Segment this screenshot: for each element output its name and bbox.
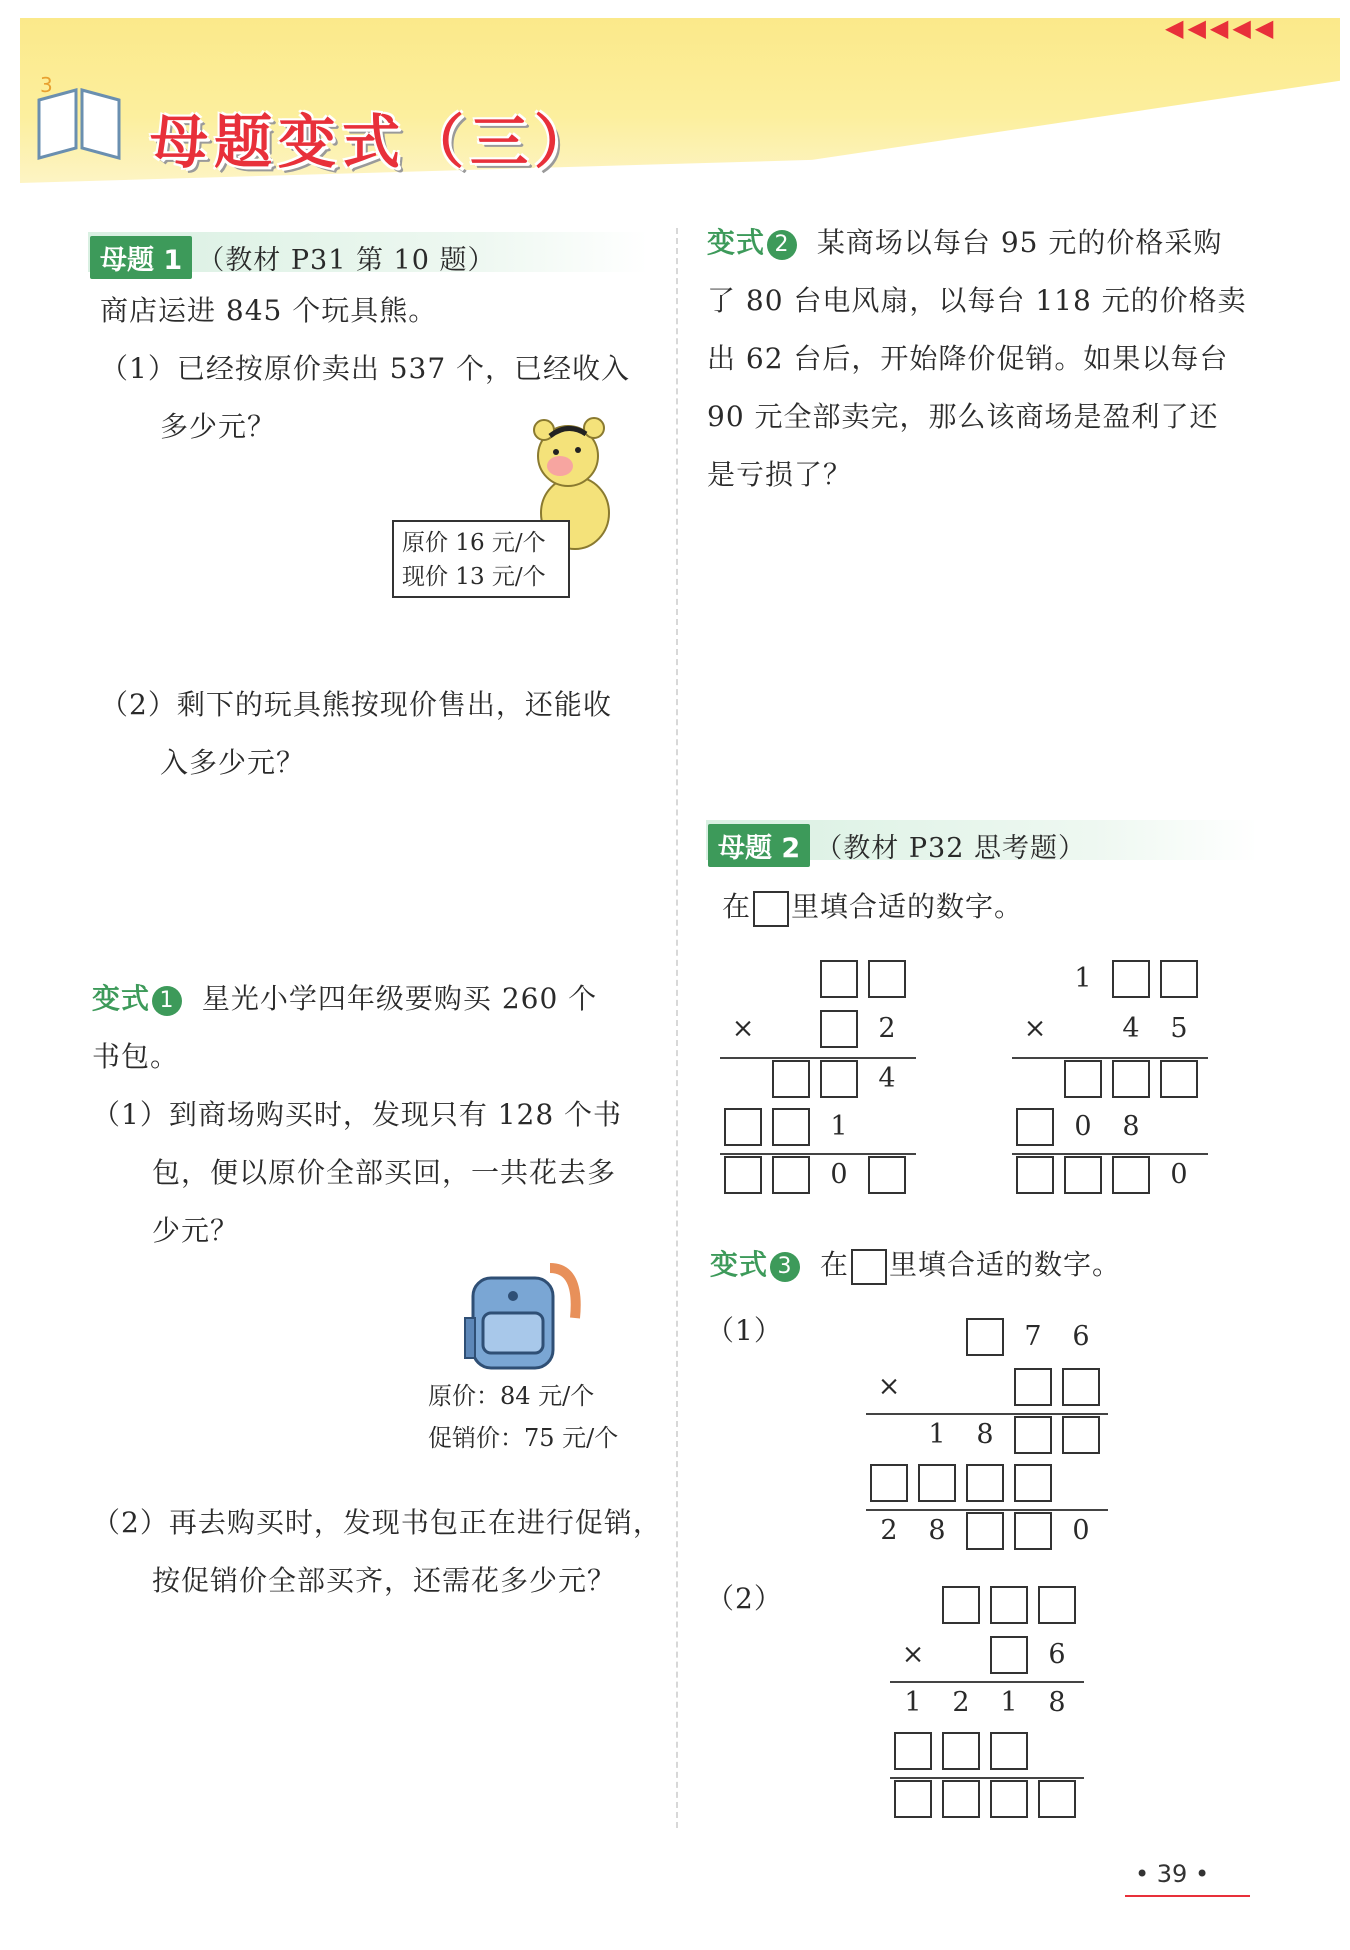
blank-box[interactable] <box>1112 1156 1150 1194</box>
rule-line <box>890 1777 1084 1779</box>
v3-inst-post: 里填合适的数字。 <box>888 1248 1121 1281</box>
blank-box[interactable] <box>820 1060 858 1098</box>
v3-part1-label: （1） <box>706 1314 783 1347</box>
v1-stem-line1: 星光小学四年级要购买 260 个 <box>201 982 598 1015</box>
q1-part1-line1: （1）已经按原价卖出 537 个，已经收入 <box>100 352 631 385</box>
v1-part1-line2: 包，便以原价全部买回，一共花去多 <box>152 1156 617 1189</box>
page-title: 母题变式（三） <box>150 108 599 176</box>
v3-part2-label: （2） <box>706 1582 783 1615</box>
digit: 2 <box>880 1515 898 1546</box>
digit: 5 <box>1170 1013 1188 1044</box>
blank-box[interactable] <box>724 1108 762 1146</box>
svg-text:3: 3 <box>40 73 53 97</box>
q2-source: （教材 P32 思考题） <box>815 833 1086 864</box>
blank-box-sample <box>753 891 789 927</box>
v3-inst-pre: 在 <box>819 1248 849 1281</box>
q2-inst-post: 里填合适的数字。 <box>791 890 1024 923</box>
digit: 6 <box>1048 1639 1066 1670</box>
digit: 4 <box>878 1063 896 1094</box>
backpack-icon <box>455 1258 585 1373</box>
original-price: 原价：84 元/个 <box>428 1382 595 1410</box>
digit: 0 <box>1072 1515 1090 1546</box>
blank-box[interactable] <box>724 1156 762 1194</box>
v2-header <box>707 214 1222 272</box>
column-divider <box>676 228 678 1828</box>
blank-box[interactable] <box>772 1156 810 1194</box>
v1-part2-line2: 按促销价全部买齐，还需花多少元？ <box>152 1564 617 1597</box>
price-sign <box>392 520 570 598</box>
q2-inst-pre: 在 <box>722 890 752 923</box>
blank-box[interactable] <box>966 1464 1004 1502</box>
digit: 6 <box>1072 1321 1090 1352</box>
v2-line1: 某商场以每台 95 元的价格采购 <box>816 226 1223 259</box>
v1-stem-line2: 书包。 <box>92 1040 180 1073</box>
blank-box[interactable] <box>966 1318 1004 1356</box>
digit: 0 <box>830 1159 848 1190</box>
blank-box[interactable] <box>1016 1156 1054 1194</box>
blank-box[interactable] <box>1062 1416 1100 1454</box>
blank-box[interactable] <box>1014 1464 1052 1502</box>
q1-stem: 商店运进 845 个玩具熊。 <box>100 294 438 327</box>
q1-part1-line2: 多少元？ <box>160 410 277 443</box>
v1-number-badge: 1 <box>152 986 182 1016</box>
blank-box[interactable] <box>772 1060 810 1098</box>
blank-box-sample <box>851 1249 887 1285</box>
blank-box[interactable] <box>918 1464 956 1502</box>
v2-line4: 90 元全部卖完，那么该商场是盈利了还 <box>707 400 1219 433</box>
header-arrows-icon: ◀◀◀◀◀ <box>1165 14 1278 42</box>
digit: 2 <box>952 1687 970 1718</box>
blank-box[interactable] <box>820 960 858 998</box>
times-sign: × <box>901 1639 925 1670</box>
blank-box[interactable] <box>894 1732 932 1770</box>
times-sign: × <box>1023 1013 1047 1044</box>
v1-header <box>92 970 597 1028</box>
blank-box[interactable] <box>1064 1060 1102 1098</box>
price-labels <box>428 1375 618 1459</box>
blank-box[interactable] <box>772 1108 810 1146</box>
v3-label: 变式 <box>710 1248 769 1281</box>
v3-header <box>710 1236 1121 1294</box>
blank-box[interactable] <box>870 1464 908 1502</box>
blank-box[interactable] <box>942 1732 980 1770</box>
page-number-underline <box>1125 1895 1250 1897</box>
blank-box[interactable] <box>1014 1416 1052 1454</box>
open-book-icon <box>34 70 124 160</box>
digit: 0 <box>1074 1111 1092 1142</box>
rule-line <box>720 1057 916 1059</box>
rule-line <box>1012 1153 1208 1155</box>
digit: 1 <box>904 1687 922 1718</box>
q1-part2-line1: （2）剩下的玩具熊按现价售出，还能收 <box>100 688 612 721</box>
v1-part1-line3: 少元？ <box>152 1214 240 1247</box>
blank-box[interactable] <box>1014 1512 1052 1550</box>
digit: 1 <box>928 1419 946 1450</box>
blank-box[interactable] <box>1038 1586 1076 1624</box>
times-sign: × <box>877 1371 901 1402</box>
digit: 8 <box>976 1419 994 1450</box>
blank-box[interactable] <box>990 1780 1028 1818</box>
digit: 1 <box>1074 963 1092 994</box>
blank-box[interactable] <box>942 1586 980 1624</box>
rule-line <box>720 1153 916 1155</box>
blank-box[interactable] <box>820 1010 858 1048</box>
v2-line3: 出 62 台后，开始降价促销。如果以每台 <box>707 342 1229 375</box>
q2-header <box>708 820 1086 878</box>
digit: 8 <box>1122 1111 1140 1142</box>
sign-current-price: 现价 13 元/个 <box>402 564 546 590</box>
blank-box[interactable] <box>1160 960 1198 998</box>
v3-number-badge: 3 <box>770 1252 800 1282</box>
blank-box[interactable] <box>990 1636 1028 1674</box>
digit: 7 <box>1024 1321 1042 1352</box>
q1-part2-line2: 入多少元？ <box>160 746 306 779</box>
blank-box[interactable] <box>1016 1108 1054 1146</box>
digit: 4 <box>1122 1013 1140 1044</box>
rule-line <box>890 1681 1084 1683</box>
q1-source: （教材 P31 第 10 题） <box>197 245 496 276</box>
digit: 1 <box>1000 1687 1018 1718</box>
rule-line <box>1012 1057 1208 1059</box>
v2-line2: 了 80 台电风扇，以每台 118 元的价格卖 <box>707 284 1247 317</box>
blank-box[interactable] <box>1112 1060 1150 1098</box>
blank-box[interactable] <box>1064 1156 1102 1194</box>
v2-label: 变式 <box>707 226 766 259</box>
blank-box[interactable] <box>1160 1060 1198 1098</box>
blank-box[interactable] <box>868 1156 906 1194</box>
q2-tag: 母题 2 <box>708 824 810 867</box>
v1-label: 变式 <box>92 982 151 1015</box>
sign-original-price: 原价 16 元/个 <box>402 530 546 556</box>
digit: 8 <box>1048 1687 1066 1718</box>
v2-number-badge: 2 <box>767 230 797 260</box>
blank-box[interactable] <box>990 1586 1028 1624</box>
q1-tag: 母题 1 <box>90 236 192 279</box>
blank-box[interactable] <box>894 1780 932 1818</box>
q2-instruction <box>722 878 1023 936</box>
digit: 2 <box>878 1013 896 1044</box>
digit: 8 <box>928 1515 946 1546</box>
blank-box[interactable] <box>1014 1368 1052 1406</box>
blank-box[interactable] <box>868 960 906 998</box>
promo-price: 促销价：75 元/个 <box>428 1424 619 1452</box>
page-number: • 39 • <box>1135 1860 1210 1888</box>
blank-box[interactable] <box>1062 1368 1100 1406</box>
blank-box[interactable] <box>990 1732 1028 1770</box>
rule-line <box>866 1413 1108 1415</box>
blank-box[interactable] <box>1038 1780 1076 1818</box>
v1-part1-line1: （1）到商场购买时，发现只有 128 个书 <box>92 1098 623 1131</box>
rule-line <box>866 1509 1108 1511</box>
v2-line5: 是亏损了？ <box>707 458 853 491</box>
blank-box[interactable] <box>1112 960 1150 998</box>
digit: 1 <box>830 1111 848 1142</box>
blank-box[interactable] <box>966 1512 1004 1550</box>
v1-part2-line1: （2）再去购买时，发现书包正在进行促销， <box>92 1506 662 1539</box>
blank-box[interactable] <box>942 1780 980 1818</box>
times-sign: × <box>731 1013 755 1044</box>
digit: 0 <box>1170 1159 1188 1190</box>
